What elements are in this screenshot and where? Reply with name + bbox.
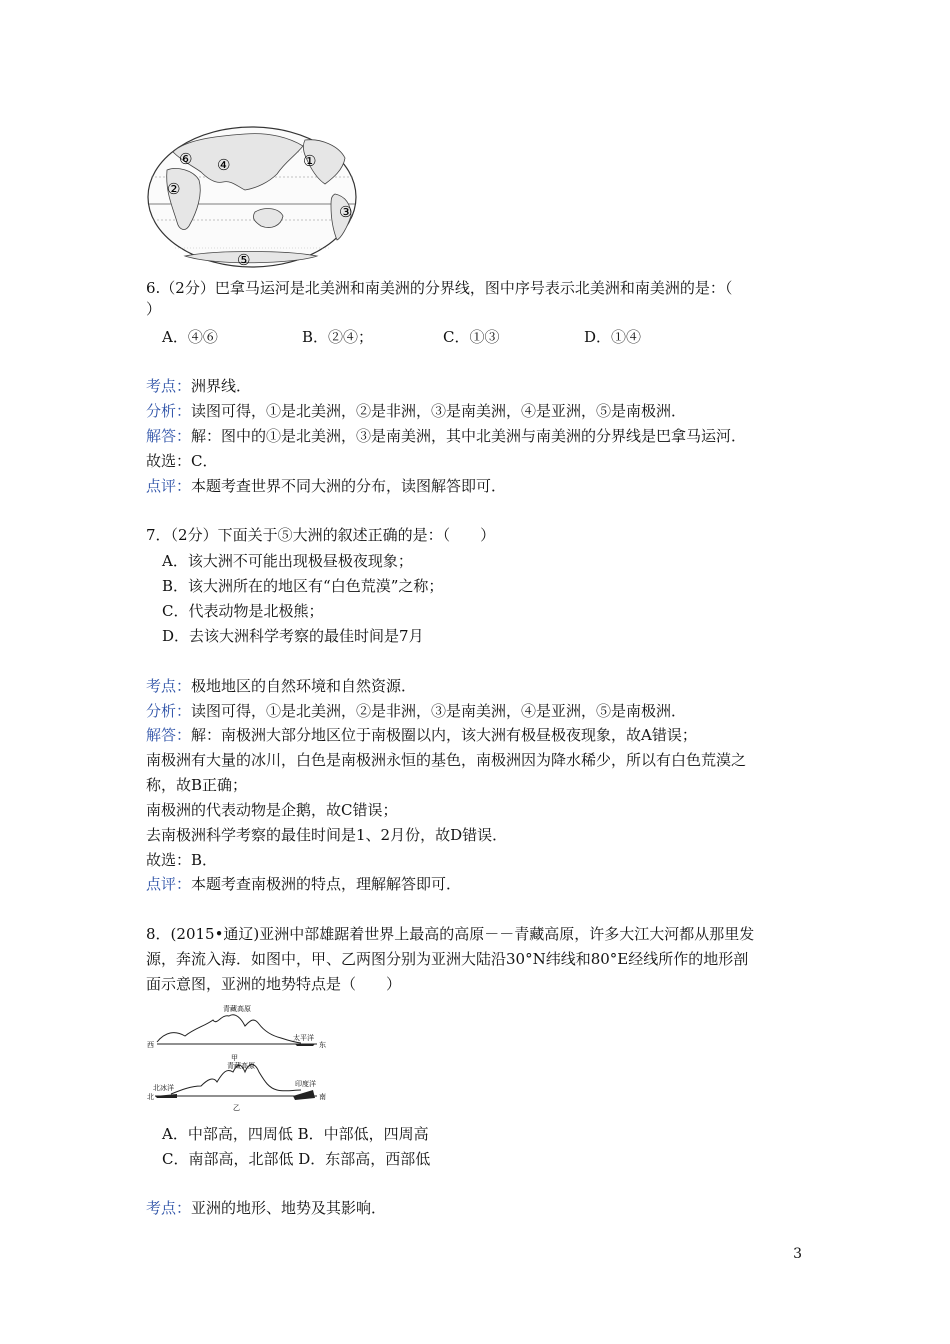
yi-caption: 乙	[233, 1104, 240, 1112]
q7-jieda-line4: 南极洲的代表动物是企鹅，故C错误；	[146, 801, 398, 819]
q6-jieda	[146, 426, 746, 446]
terrain-profile-figure	[145, 1002, 330, 1114]
yi-north-label: 北	[147, 1093, 154, 1101]
jia-east-label: 东	[319, 1041, 326, 1049]
jia-caption: 甲	[231, 1054, 238, 1062]
q8-kaodian	[146, 1198, 386, 1218]
q8-kaodian-label: 考点：	[146, 1199, 192, 1217]
map-label-4: ④	[217, 156, 231, 174]
q6-answer: 故选：C．	[146, 452, 218, 470]
q6-option-d: D．①④	[584, 328, 642, 346]
map-label-5: ⑤	[237, 251, 251, 269]
q6-kaodian	[146, 376, 251, 396]
yi-plateau-label: 青藏高原	[227, 1062, 255, 1070]
q7-stem: 7．（2分）下面关于⑤大洲的叙述正确的是：（ ）	[146, 526, 496, 544]
q7-jieda-line5: 去南极洲科学考察的最佳时间是1、2月份，故D错误．	[146, 826, 508, 844]
yi-arctic-label: 北冰洋	[153, 1084, 174, 1092]
q7-kaodian-text: 极地地区的自然环境和自然资源．	[191, 677, 417, 695]
q8-stem-line2: 源，奔流入海．如图中，甲、乙两图分别为亚洲大陆沿30°N纬线和80°E经线所作的地形剖	[146, 950, 749, 968]
q6-dianping-text: 本题考查世界不同大洲的分布，读图解答即可．	[191, 477, 507, 495]
q6-option-b: B．②④；	[302, 328, 374, 346]
q7-option-b: B．该大洲所在的地区有“白色荒漠”之称；	[162, 577, 444, 595]
q7-jieda	[146, 725, 697, 745]
q6-jieda-label: 解答：	[146, 427, 192, 445]
q7-kaodian	[146, 676, 416, 696]
map-label-2: ②	[167, 180, 181, 198]
q6-option-c: C．①③	[443, 328, 500, 346]
q6-kaodian-label: 考点：	[146, 377, 192, 395]
q8-options-row2: C．南部高，北部低 D．东部高，西部低	[162, 1150, 431, 1168]
q6-stem-line2: ）	[146, 300, 162, 318]
q6-jieda-text: 解：图中的①是北美洲，③是南美洲，其中北美洲与南美洲的分界线是巴拿马运河．	[191, 427, 747, 445]
q7-dianping-text: 本题考查南极洲的特点，理解解答即可．	[191, 875, 462, 893]
q6-fenxi-text: 读图可得，①是北美洲，②是非洲，③是南美洲，④是亚洲，⑤是南极洲．	[191, 402, 687, 420]
q7-option-d: D．去该大洲科学考察的最佳时间是7月	[162, 627, 424, 645]
q7-option-a: A．该大洲不可能出现极昼极夜现象；	[162, 552, 413, 570]
q7-fenxi	[146, 701, 686, 721]
q6-fenxi	[146, 401, 686, 421]
map-label-1: ①	[303, 152, 317, 170]
q7-answer: 故选：B．	[146, 851, 218, 869]
q7-jieda-label: 解答：	[146, 726, 192, 744]
q8-stem-line3: 面示意图，亚洲的地势特点是（ ）	[146, 975, 402, 993]
jia-plateau-label: 青藏高原	[223, 1005, 251, 1013]
q6-fenxi-label: 分析：	[146, 402, 192, 420]
q7-jieda-line3: 称，故B正确；	[146, 776, 248, 794]
page-number: 3	[793, 1246, 802, 1262]
q6-kaodian-text: 洲界线．	[191, 377, 252, 395]
q7-jieda-line2: 南极洲有大量的冰川，白色是南极洲永恒的基色，南极洲因为降水稀少，所以有白色荒漠之	[146, 751, 747, 769]
q7-fenxi-label: 分析：	[146, 702, 192, 720]
q7-dianping	[146, 874, 461, 894]
yi-south-label: 南	[319, 1093, 326, 1101]
jia-pacific-label: 太平洋	[293, 1034, 314, 1042]
yi-indian-label: 印度洋	[295, 1080, 316, 1088]
q6-dianping-label: 点评：	[146, 477, 192, 495]
q7-dianping-label: 点评：	[146, 875, 192, 893]
terrain-profile-image	[145, 1002, 330, 1114]
q7-fenxi-text: 读图可得，①是北美洲，②是非洲，③是南美洲，④是亚洲，⑤是南极洲．	[191, 702, 687, 720]
map-label-6: ⑥	[179, 150, 193, 168]
q7-jieda-text: 解：南极洲大部分地区位于南极圈以内，该大洲有极昼极夜现象，故A错误；	[191, 726, 697, 744]
q8-options-row1: A．中部高，四周低 B．中部低，四周高	[162, 1125, 429, 1143]
q6-option-a: A．④⑥	[162, 328, 218, 346]
q7-option-c: C．代表动物是北极熊；	[162, 602, 324, 620]
world-map-image	[145, 122, 360, 272]
world-map-figure	[145, 122, 360, 272]
jia-west-label: 西	[147, 1041, 154, 1049]
map-label-3: ③	[339, 203, 353, 221]
q6-stem-line1: 6.（2分）巴拿马运河是北美洲和南美洲的分界线，图中序号表示北美洲和南美洲的是：（	[146, 279, 733, 297]
q7-kaodian-label: 考点：	[146, 677, 192, 695]
q8-kaodian-text: 亚洲的地形、地势及其影响．	[191, 1199, 387, 1217]
q6-dianping	[146, 476, 506, 496]
q8-stem-line1: 8．(2015•通辽)亚洲中部雄踞着世界上最高的高原－－青藏高原，许多大江大河都从那里发	[146, 925, 755, 943]
